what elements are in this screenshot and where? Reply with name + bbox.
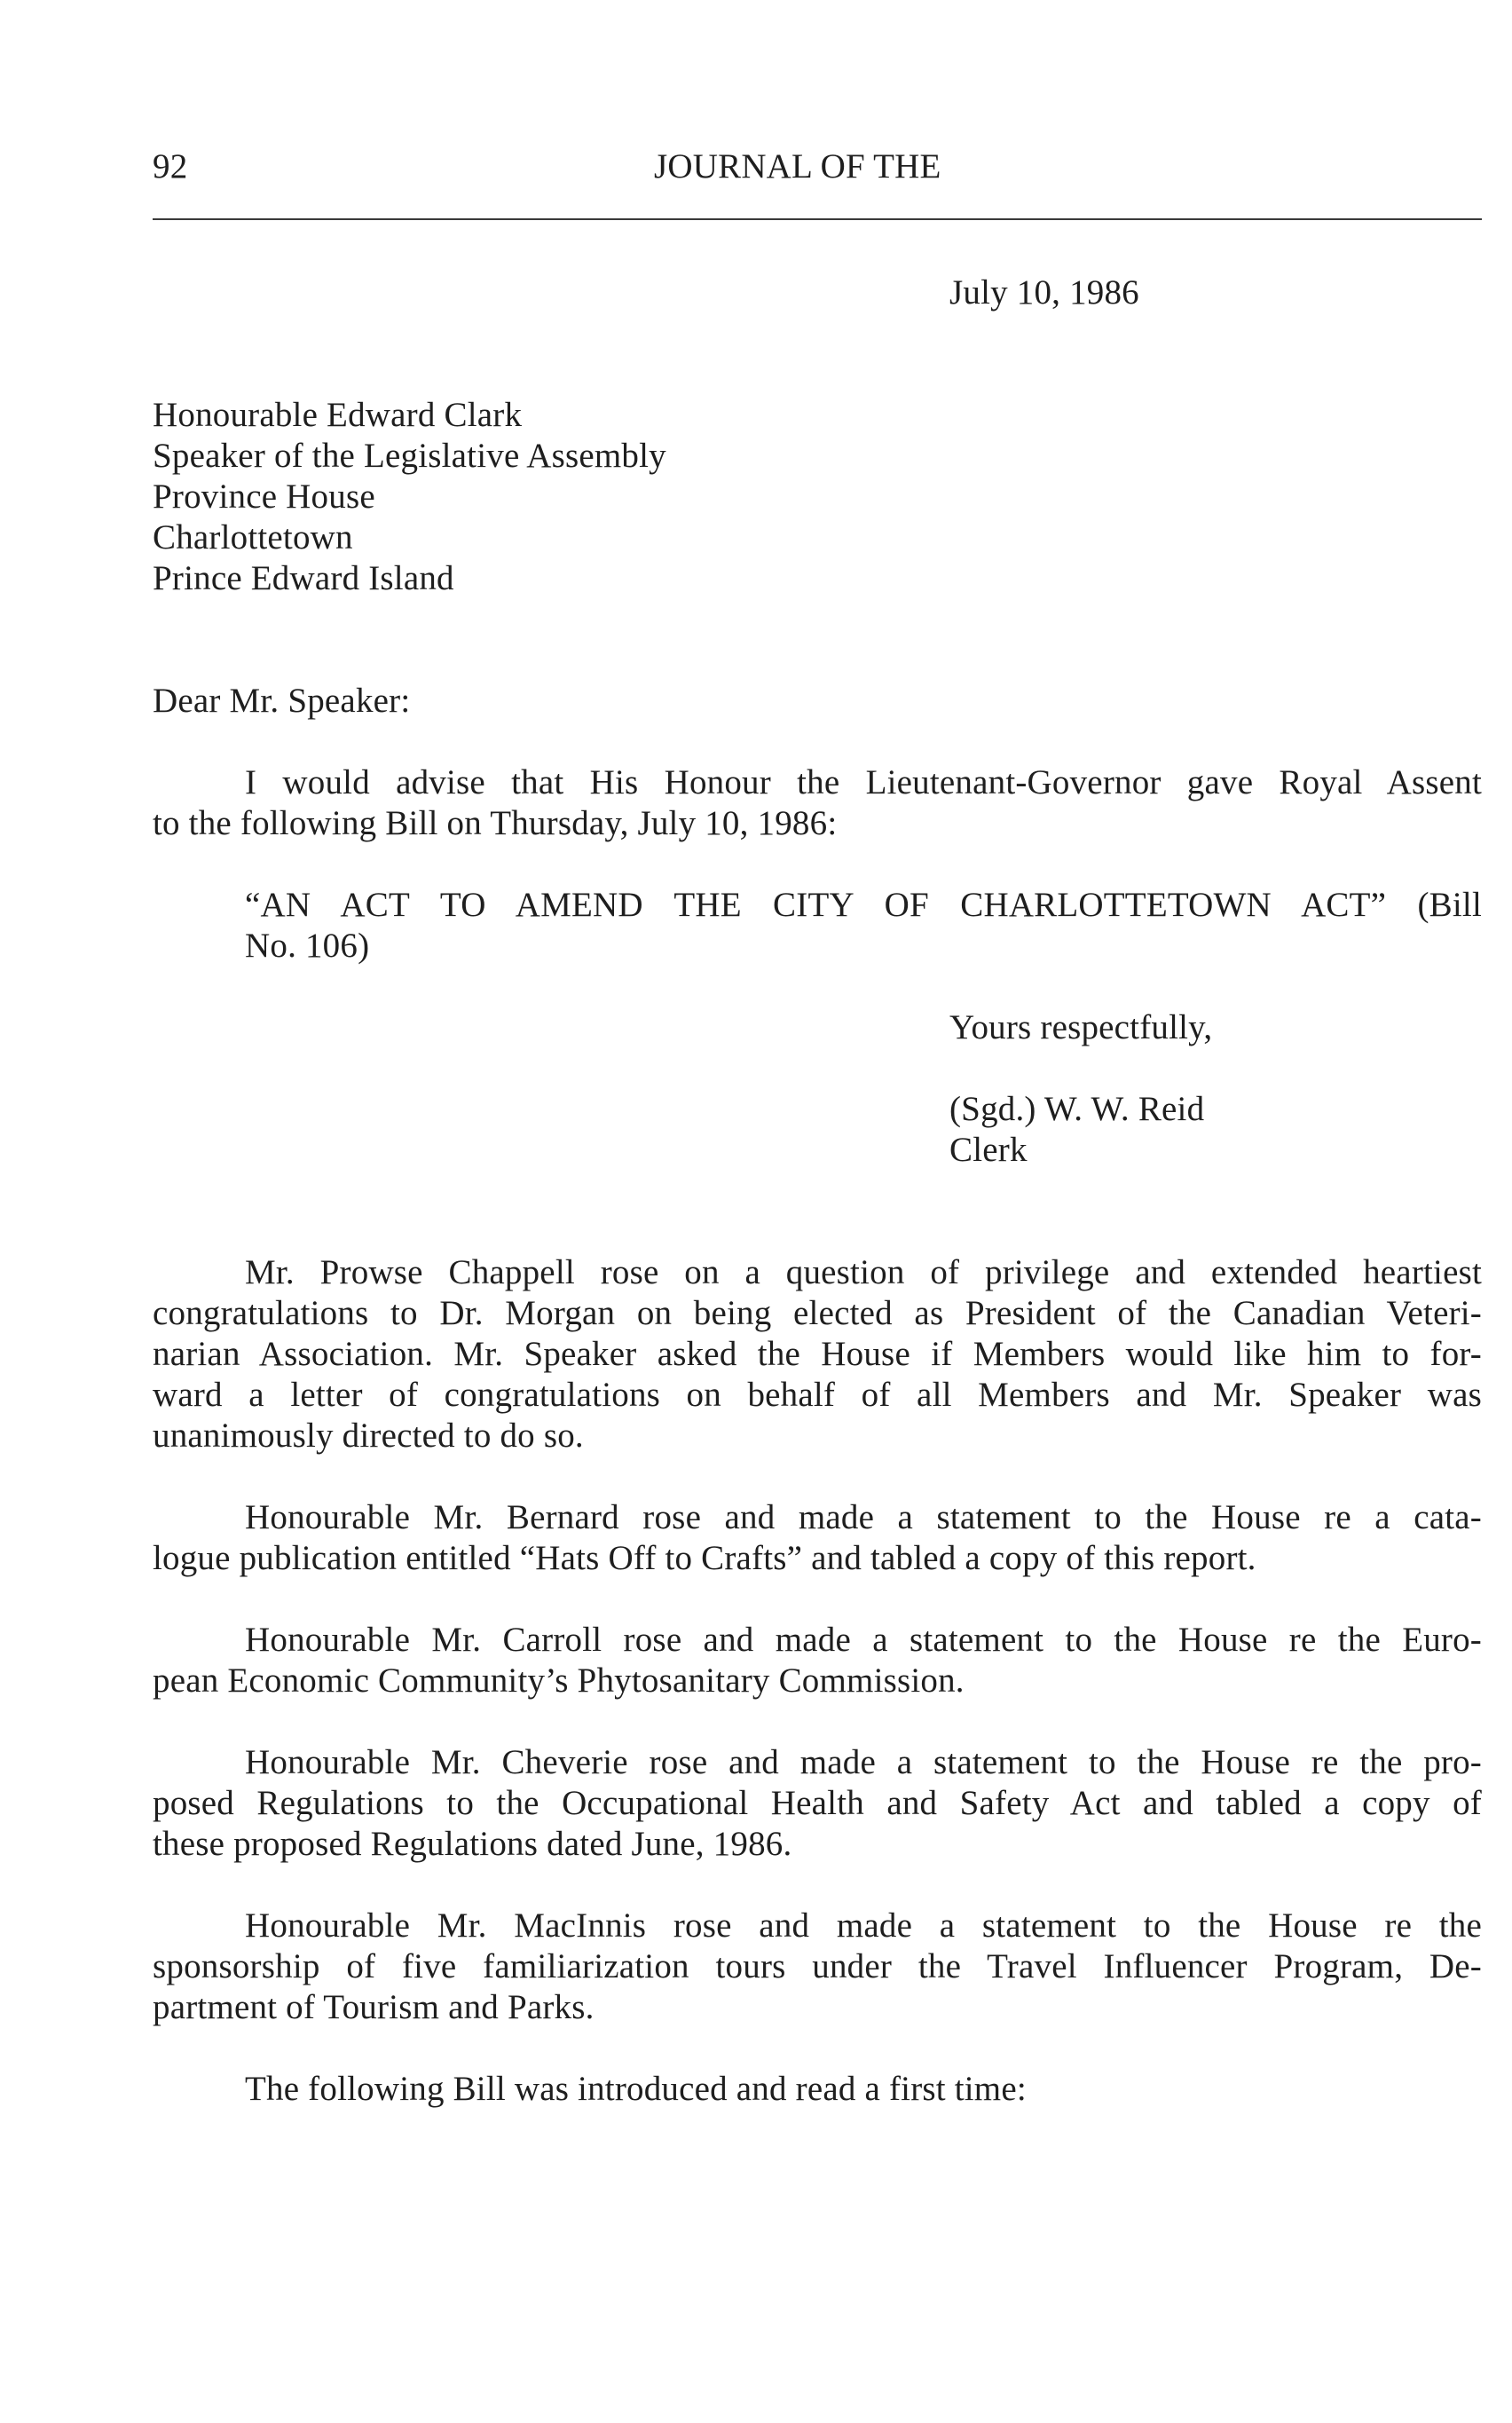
header-rule	[153, 218, 1482, 220]
paragraph-line: The following Bill was introduced and read a first time:	[245, 2070, 1027, 2108]
paragraph-line: these proposed Regulations dated June, 1986.	[153, 1825, 792, 1863]
letter-body-line: I would advise that His Honour the Lieutenant-Governor gave Royal Assent	[245, 763, 1482, 801]
letter-closing: Yours respectfully,	[949, 1008, 1213, 1046]
paragraph-line: Mr. Prowse Chappell rose on a question of privilege and extended heartiest	[245, 1253, 1482, 1291]
paragraph-line: Honourable Mr. MacInnis rose and made a statement to the House re the	[245, 1906, 1482, 1945]
bill-title-line: No. 106)	[245, 927, 370, 965]
address-line: Honourable Edward Clark	[153, 396, 523, 434]
page-number: 92	[153, 147, 188, 185]
paragraph-line: pean Economic Community’s Phytosanitary Commission.	[153, 1661, 965, 1700]
running-title: JOURNAL OF THE	[654, 147, 941, 185]
paragraph-line: narian Association. Mr. Speaker asked the House if Members would like him to for-	[153, 1335, 1482, 1373]
paragraph-line: unanimously directed to do so.	[153, 1417, 584, 1455]
letter-signature: (Sgd.) W. W. Reid	[949, 1090, 1205, 1128]
paragraph-line: Honourable Mr. Carroll rose and made a statement to the House re the Euro-	[245, 1621, 1482, 1659]
paragraph-line: sponsorship of five familiarization tours under the Travel Influencer Program, De-	[153, 1947, 1482, 1985]
letter-date: July 10, 1986	[949, 273, 1139, 312]
letter-body-line: to the following Bill on Thursday, July 10, 1986:	[153, 804, 838, 842]
address-line: Prince Edward Island	[153, 559, 454, 597]
paragraph-line: partment of Tourism and Parks.	[153, 1988, 595, 2026]
salutation: Dear Mr. Speaker:	[153, 682, 411, 720]
paragraph-line: Honourable Mr. Bernard rose and made a statement to the House re a cata-	[245, 1498, 1482, 1536]
address-line: Speaker of the Legislative Assembly	[153, 437, 666, 475]
bill-title-line: “AN ACT TO AMEND THE CITY OF CHARLOTTETOWN ACT” (Bill	[245, 886, 1482, 924]
paragraph-line: Honourable Mr. Cheverie rose and made a statement to the House re the pro-	[245, 1743, 1482, 1781]
paragraph-line: ward a letter of congratulations on behalf of all Members and Mr. Speaker was	[153, 1376, 1482, 1414]
address-line: Charlottetown	[153, 518, 353, 556]
address-line: Province House	[153, 477, 375, 516]
paragraph-line: posed Regulations to the Occupational Health and Safety Act and tabled a copy of	[153, 1784, 1482, 1822]
paragraph-line: logue publication entitled “Hats Off to Crafts” and tabled a copy of this report.	[153, 1539, 1256, 1577]
paragraph-line: congratulations to Dr. Morgan on being elected as President of the Canadian Veteri-	[153, 1294, 1482, 1332]
letter-signature-title: Clerk	[949, 1131, 1028, 1169]
